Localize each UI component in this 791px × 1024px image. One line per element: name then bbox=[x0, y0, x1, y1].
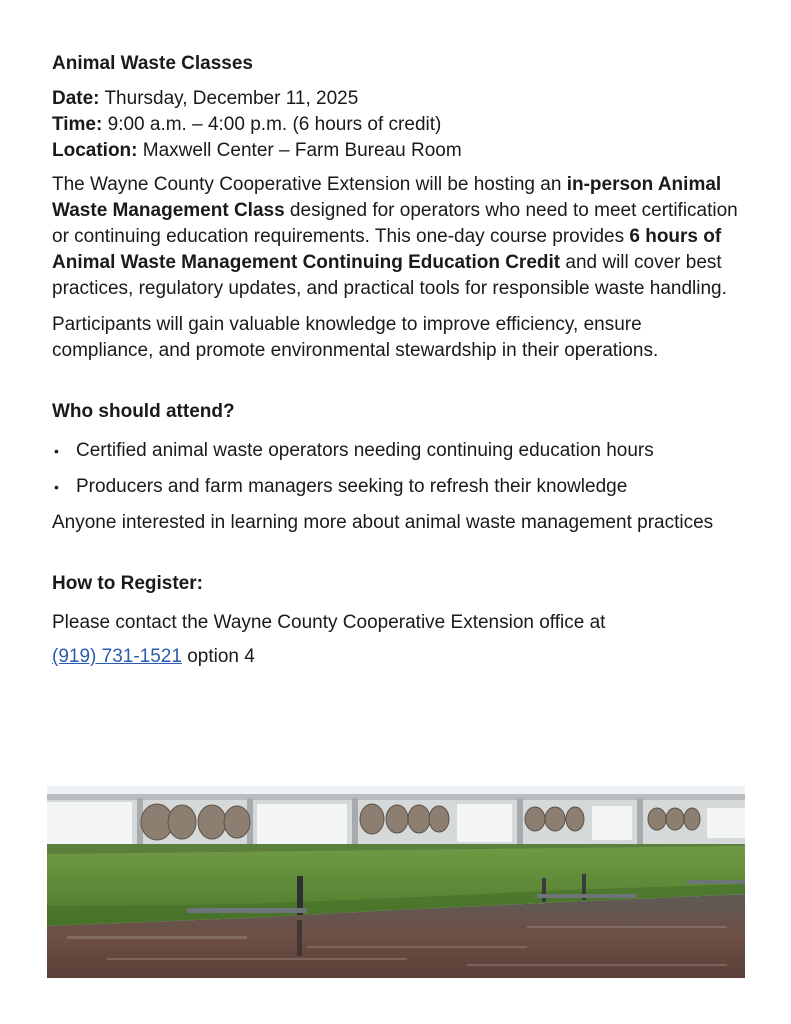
bullet-icon: • bbox=[54, 479, 59, 495]
phone-option: option 4 bbox=[181, 646, 255, 667]
list-item-text: Certified animal waste operators needing continuing education hours bbox=[76, 440, 654, 461]
list-item bbox=[52, 438, 748, 464]
list-item bbox=[52, 474, 748, 500]
date-value: Thursday, December 11, 2025 bbox=[104, 88, 359, 109]
time-label: Time: bbox=[52, 114, 103, 135]
time-line bbox=[52, 112, 748, 138]
location-line bbox=[52, 138, 748, 164]
location-label: Location: bbox=[52, 140, 138, 161]
who-heading: Who should attend? bbox=[52, 401, 235, 422]
location-value: Maxwell Center – Farm Bureau Room bbox=[142, 140, 462, 161]
register-text: Please contact the Wayne County Cooperative Extension office at bbox=[52, 612, 606, 633]
who-list bbox=[52, 438, 748, 500]
register-phone-line bbox=[52, 644, 748, 670]
time-value: 9:00 a.m. – 4:00 p.m. (6 hours of credit) bbox=[107, 114, 442, 135]
intro-bold-2: 6 hours of Animal Waste Management Continuing Education Credit bbox=[52, 226, 722, 273]
date-label: Date: bbox=[52, 88, 100, 109]
who-extra: Anyone interested in learning more about animal waste management practices bbox=[52, 512, 714, 533]
farm-lagoon-photo bbox=[47, 786, 745, 978]
date-line bbox=[52, 86, 748, 112]
intro-paragraph bbox=[52, 172, 748, 302]
intro-text-1: The Wayne County Cooperative Extension will be hosting an bbox=[52, 174, 567, 195]
register-heading: How to Register: bbox=[52, 573, 203, 594]
page-title: Animal Waste Classes bbox=[52, 53, 253, 74]
document-page bbox=[52, 52, 748, 670]
intro-text-2: designed for operators who need to meet certification or continuing education requirements. This one-day course provides bbox=[52, 200, 738, 247]
list-item-text: Producers and farm managers seeking to refresh their knowledge bbox=[76, 476, 628, 497]
bullet-icon: • bbox=[54, 443, 59, 459]
intro-bold-1: in-person Animal Waste Management Class bbox=[52, 174, 722, 221]
intro-text-3: and will cover best practices, regulatory updates, and practical tools for responsible waste handling. bbox=[52, 252, 727, 299]
benefits-paragraph: Participants will gain valuable knowledge to improve efficiency, ensure compliance, and promote environmental stewardship in their operations. bbox=[52, 314, 659, 361]
phone-link[interactable]: (919) 731-1521 bbox=[52, 646, 182, 667]
